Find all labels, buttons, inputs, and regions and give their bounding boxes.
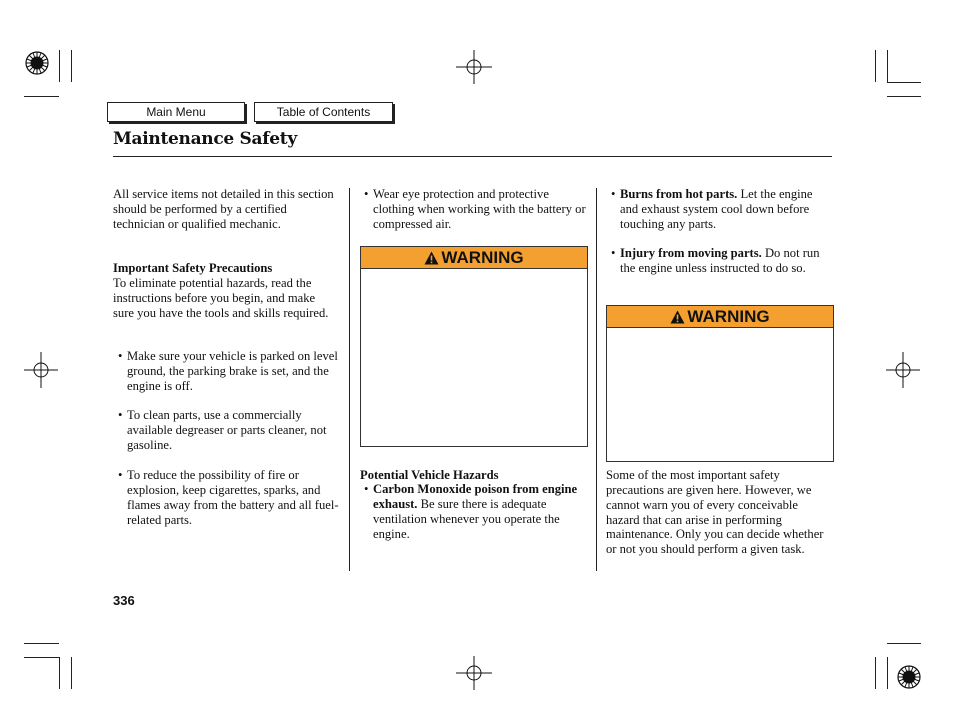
crosshair-icon	[456, 656, 492, 690]
registration-mark-icon	[896, 664, 922, 690]
warning-header	[361, 247, 587, 269]
warning-triangle-icon	[424, 251, 439, 265]
crosshair-icon	[24, 352, 58, 388]
warning-label: WARNING	[441, 247, 524, 267]
registration-mark-icon	[24, 50, 50, 76]
table-of-contents-button[interactable]: Table of Contents	[254, 102, 393, 122]
warning-label: WARNING	[687, 306, 770, 326]
section-heading: Important Safety Precautions	[113, 261, 273, 275]
main-menu-button[interactable]: Main Menu	[107, 102, 245, 122]
page-number: 336	[113, 593, 135, 608]
section-heading: Potential Vehicle Hazards	[360, 468, 499, 482]
list-item: • Injury from moving parts. Do not run the engine unless instructed to do so.	[611, 246, 820, 275]
list-item: • To reduce the possibility of fire or explosion, keep cigarettes, sparks, and flames away from the battery and all fuel-related parts.	[118, 468, 339, 527]
list-item: • Carbon Monoxide poison from engine exhaust. Be sure there is adequate ventilation whenever you operate the engine.	[364, 482, 578, 541]
crosshair-icon	[456, 50, 492, 84]
page-title: Maintenance Safety	[113, 129, 297, 149]
section-paragraph: To eliminate potential hazards, read the instructions before you begin, and make sure you have the tools and skills required.	[113, 276, 329, 320]
warning-triangle-icon	[670, 310, 685, 324]
list-item: • Make sure your vehicle is parked on level ground, the parking brake is set, and the engine is off.	[118, 349, 338, 393]
list-item: • Burns from hot parts. Let the engine and exhaust system cool down before touching any parts.	[611, 187, 813, 231]
crosshair-icon	[886, 352, 920, 388]
warning-box	[360, 246, 588, 447]
column-divider	[349, 188, 350, 571]
list-item: • Wear eye protection and protective clothing when working with the battery or compressed air.	[364, 187, 586, 231]
warning-header	[607, 306, 833, 328]
intro-paragraph: All service items not detailed in this section should be performed by a certified technician or qualified mechanic.	[113, 187, 334, 231]
column-divider	[596, 188, 597, 571]
warning-box	[606, 305, 834, 462]
title-rule	[113, 156, 832, 157]
closing-paragraph: Some of the most important safety precautions are given here. However, we cannot warn you of every conceivable hazard that can arise in performing maintenance. Only you can decide whether or not you should perform a given task.	[606, 468, 824, 557]
list-item: • To clean parts, use a commercially available degreaser or parts cleaner, not gasoline.	[118, 408, 327, 452]
